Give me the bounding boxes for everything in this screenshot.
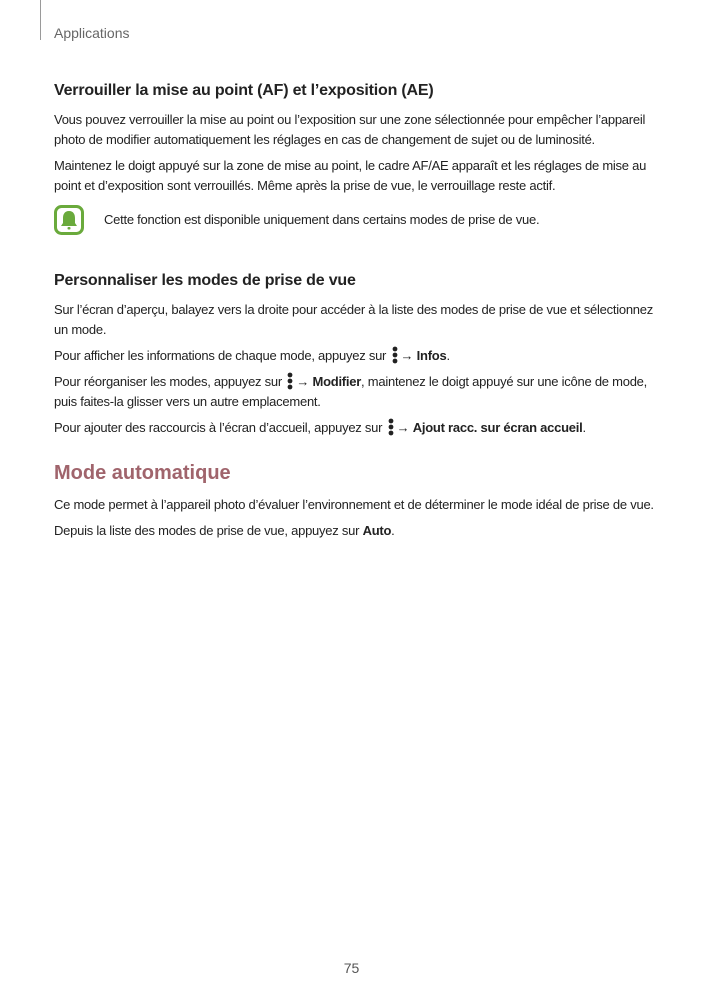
paragraph: Vous pouvez verrouiller la mise au point ou l’exposition sur une zone sélectionnée pour empêcher l’appareil photo de modifier automatiquement les réglages en cas de changement de sujet ou de luminosité.: [54, 112, 646, 147]
note-text: Cette fonction est disponible uniquement dans certains modes de prise de vue.: [104, 212, 540, 227]
more-options-icon: [392, 346, 398, 364]
paragraph-auto: Depuis la liste des modes de prise de vue, appuyez sur Auto.: [54, 523, 395, 538]
menu-item-add-shortcut: Ajout racc. sur écran accueil: [412, 420, 583, 435]
bell-note-icon: [54, 205, 84, 235]
heading-af-ae-lock: Verrouiller la mise au point (AF) et l’exposition (AE): [54, 82, 434, 99]
menu-item-modifier: Modifier: [312, 374, 362, 389]
paragraph-modifier: Pour réorganiser les modes, appuyez sur → Modifier, maintenez le doigt appuyé sur une icône de mode, puis faites-la glisser vers un autre emplacement.: [54, 374, 648, 409]
more-options-icon: [388, 418, 394, 436]
more-options-icon: [287, 372, 293, 390]
paragraph-shortcut: Pour ajouter des raccourcis à l’écran d’accueil, appuyez sur → Ajout racc. sur écran accueil.: [54, 420, 586, 435]
section-header: Applications: [54, 25, 130, 41]
page-number: 75: [343, 960, 360, 976]
heading-customize-modes: Personnaliser les modes de prise de vue: [54, 272, 356, 289]
section-af-ae-lock: [54, 82, 654, 238]
section-customize-modes: [54, 272, 654, 438]
header-divider: [40, 0, 41, 40]
page-content: [54, 82, 654, 547]
heading-auto-mode: Mode automatique: [54, 462, 231, 484]
paragraph-infos: Pour afficher les informations de chaque mode, appuyez sur → Infos.: [54, 348, 450, 363]
paragraph: Maintenez le doigt appuyé sur la zone de mise au point, le cadre AF/AE apparaît et les réglages de mise au point et d’exposition sont verrouillés. Même après la prise de vue, le verrouillage reste actif.: [54, 158, 647, 193]
paragraph: Ce mode permet à l’appareil photo d’évaluer l’environnement et de déterminer le mode idéal de prise de vue.: [54, 497, 654, 512]
menu-item-auto: Auto: [362, 523, 392, 538]
menu-item-infos: Infos: [416, 348, 447, 363]
note-box: [54, 202, 654, 238]
section-auto-mode: [54, 462, 654, 541]
paragraph: Sur l’écran d’aperçu, balayez vers la droite pour accéder à la liste des modes de prise de vue et sélectionnez un mode.: [54, 302, 654, 337]
